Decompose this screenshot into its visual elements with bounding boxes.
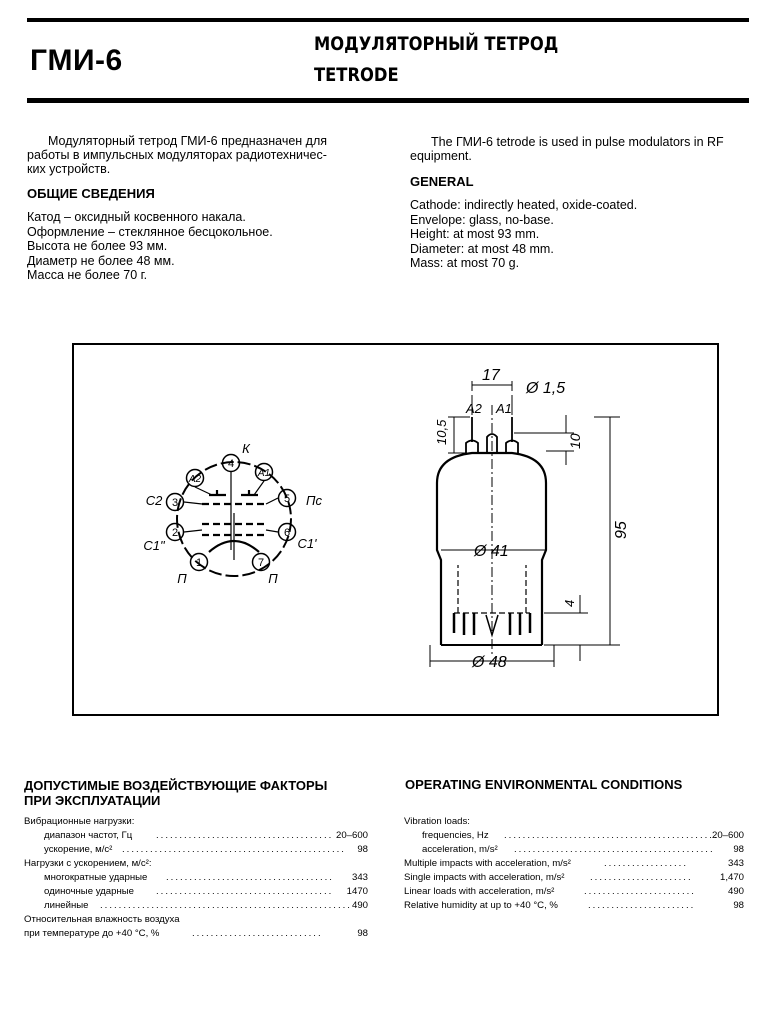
general-item: Диаметр не более 48 мм.	[27, 253, 175, 268]
label-c1p: C1'	[297, 536, 317, 551]
general-item: Mass: at most 70 g.	[410, 256, 520, 270]
dim-diameter-48: Ø 48	[472, 654, 507, 671]
intro-en-line: The ГМИ-6 tetrode is used in pulse modulators in RF	[431, 135, 724, 149]
leader-dots: ..............................................	[504, 830, 719, 841]
row-label: Linear loads with acceleration, m/s²	[404, 886, 555, 897]
general-list-en	[410, 198, 637, 271]
pin-2: 2	[171, 527, 179, 539]
general-item: Envelope: glass, no-base.	[410, 212, 554, 227]
pin-3: 3	[171, 497, 179, 509]
intro-ru-line: Модуляторный тетрод ГМИ-6 предназначен для	[48, 134, 328, 148]
general-item: Diameter: at most 48 mm.	[410, 241, 554, 256]
row-label: при температуре до +40 °С, %	[24, 928, 160, 939]
row-value: 1,470	[719, 872, 744, 883]
conditions-table-en	[404, 815, 746, 915]
dimension-lines	[430, 381, 620, 667]
tube-code: ГМИ-6	[30, 44, 123, 77]
table-row	[404, 857, 746, 870]
label-cathode: К	[242, 441, 250, 456]
figure-box	[72, 343, 719, 716]
conditions-title-ru	[24, 778, 327, 808]
row-label: Relative humidity at up to +40 °C, %	[404, 900, 558, 911]
table-row	[24, 829, 370, 842]
conditions-title-ru-line: ДОПУСТИМЫЕ ВОЗДЕЙСТВУЮЩИЕ ФАКТОРЫ	[24, 778, 328, 793]
intro-ru-line: ких устройств.	[27, 162, 111, 176]
row-label: acceleration, m/s²	[422, 844, 498, 855]
leader-dots: ........................	[584, 886, 696, 897]
label-c1pp: C1"	[143, 538, 165, 553]
pin-6: 6	[283, 527, 291, 539]
table-row	[404, 871, 746, 884]
leader-dots: ....................................	[166, 872, 334, 883]
general-item: Катод – оксидный косвенного накала.	[27, 210, 246, 224]
leader-dots: ......................................	[156, 886, 334, 897]
intro-ru	[27, 134, 387, 176]
label-p-right: П	[268, 571, 278, 586]
leader-dots: ................................................	[122, 844, 346, 855]
pin-a2: A2	[188, 474, 202, 485]
row-label: Single impacts with acceleration, m/s²	[404, 872, 565, 883]
title-ru: МОДУЛЯТОРНЫЙ ТЕТРОД	[314, 33, 559, 55]
row-label: frequencies, Hz	[422, 830, 489, 841]
leader-dots: ......................................	[156, 830, 334, 841]
table-row	[24, 871, 370, 884]
conditions-table-ru	[24, 815, 370, 945]
row-label: одиночные ударные	[44, 886, 134, 897]
row-value: 20–600	[335, 830, 368, 841]
row-value: 20–600	[711, 830, 744, 841]
row-label: Нагрузки с ускорением, м/с²:	[24, 858, 152, 869]
general-item: Height: at most 93 mm.	[410, 227, 540, 241]
leader-dots: ...........................................	[514, 844, 715, 855]
row-label: Multiple impacts with acceleration, m/s²	[404, 858, 571, 869]
dim-10-5: 10,5	[434, 419, 449, 445]
pin-4: 4	[227, 458, 235, 470]
row-value: 343	[351, 872, 368, 883]
table-row	[24, 913, 370, 926]
pin-5: 5	[283, 493, 291, 505]
row-value: 343	[727, 858, 744, 869]
conditions-title-ru-line: ПРИ ЭКСПЛУАТАЦИИ	[24, 793, 161, 808]
table-row	[24, 885, 370, 898]
dim-17: 17	[482, 367, 500, 384]
general-item: Оформление – стеклянное бесцокольное.	[27, 224, 273, 239]
row-label: Вибрационные нагрузки:	[24, 816, 135, 827]
table-row	[404, 815, 746, 828]
figure-drawings	[74, 345, 717, 714]
general-title-en: GENERAL	[410, 174, 474, 189]
top-rule	[27, 18, 749, 22]
pin-1: 1	[195, 557, 203, 569]
table-row	[24, 927, 370, 940]
table-row	[404, 899, 746, 912]
table-row	[404, 885, 746, 898]
row-label: ускорение, м/с²	[44, 844, 113, 855]
general-list-ru	[27, 210, 273, 283]
pin-a1: A1	[257, 468, 271, 479]
row-label: многократные ударные	[44, 872, 148, 883]
label-p-left: П	[177, 571, 187, 586]
conditions-title-en: OPERATING ENVIRONMENTAL CONDITIONS	[405, 777, 683, 792]
intro-en	[410, 135, 760, 163]
row-label: Относительная влажность воздуха	[24, 914, 180, 925]
dim-pin-diameter: Ø 1,5	[526, 380, 566, 397]
leader-dots: ..................	[604, 858, 688, 869]
table-row	[404, 843, 746, 856]
table-row	[24, 843, 370, 856]
row-value: 490	[351, 900, 368, 911]
dim-10: 10	[567, 433, 583, 449]
label-pc: Пс	[306, 493, 322, 508]
leader-dots: .......................	[588, 900, 696, 911]
general-title-ru: ОБЩИЕ СВЕДЕНИЯ	[27, 186, 155, 201]
intro-en-line: equipment.	[410, 149, 472, 163]
general-item: Высота не более 93 мм.	[27, 239, 168, 253]
tube-drawing	[437, 405, 546, 657]
row-value: 98	[357, 844, 368, 855]
general-item: Масса не более 70 г.	[27, 268, 148, 282]
row-value: 490	[727, 886, 744, 897]
leader-dots: ......................	[590, 872, 693, 883]
row-label: Vibration loads:	[404, 816, 470, 827]
table-row	[24, 815, 370, 828]
row-label: диапазон частот, Гц	[44, 830, 133, 841]
pin-diagram	[167, 455, 296, 577]
leader-dots: ......................................................	[100, 900, 352, 911]
intro-ru-line: работы в импульсных модуляторах радиотехничес-	[27, 148, 327, 162]
pin-labels	[143, 441, 322, 586]
leader-dots: ............................	[192, 928, 323, 939]
header-rule	[27, 98, 749, 103]
table-row	[24, 857, 370, 870]
row-value: 98	[357, 928, 368, 939]
row-label: линейные	[44, 900, 89, 911]
dim-95: 95	[613, 521, 630, 539]
table-row	[24, 899, 370, 912]
title-en: TETRODE	[314, 64, 399, 86]
row-value: 98	[733, 844, 744, 855]
label-c2: C2	[145, 493, 163, 508]
dim-a1: A1	[496, 401, 512, 416]
row-value: 98	[733, 900, 744, 911]
pin-7: 7	[257, 557, 265, 569]
dim-a2: A2	[466, 401, 482, 416]
dim-4: 4	[562, 599, 577, 607]
dim-diameter-41: Ø 41	[474, 543, 509, 560]
table-row	[404, 829, 746, 842]
general-item: Cathode: indirectly heated, oxide-coated.	[410, 198, 638, 212]
row-value: 1470	[346, 886, 368, 897]
